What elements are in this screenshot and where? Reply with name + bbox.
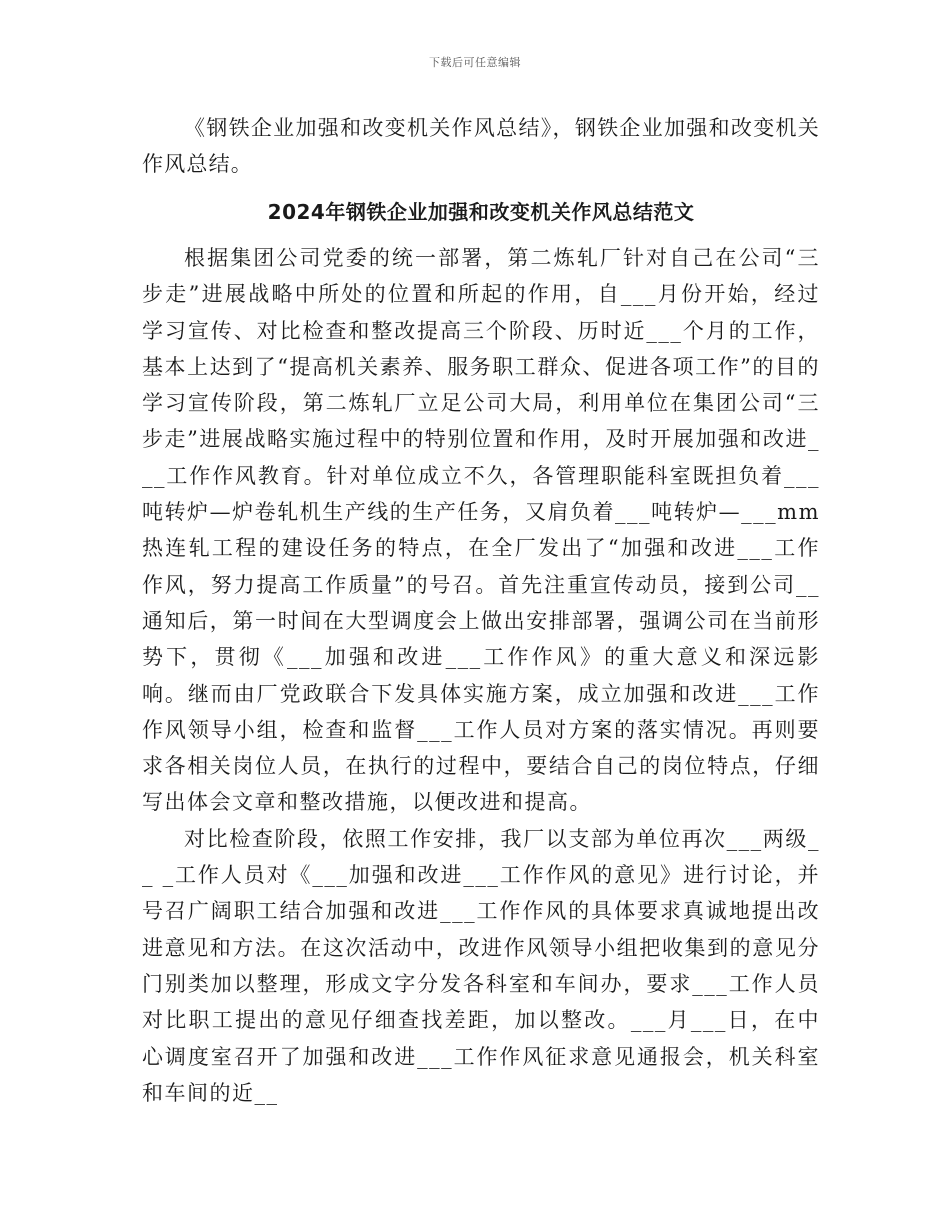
header-note: 下载后可任意编辑: [429, 56, 521, 69]
document-body: [142, 110, 820, 1111]
body-paragraph-2: 对比检查阶段，依照工作安排，我厂以支部为单位再次___两级__ _工作人员对《___加强和改进___工作作风的意见》进行讨论，并号召广阔职工结合加强和改进___工作作风的具体要求真诚地提出改进意见和方法。在这次活动中，改进作风领导小组把收集到的意见分门别类加以整理，形成文字分发各科室和车间办，要求___工作人员对比职工提出的意见仔细查找差距，加以整改。___月___日，在中心调度室召开了加强和改进___工作作风征求意见通报会，机关科室和车间的近__: [142, 826, 820, 1105]
document-title: 2024年钢铁企业加强和改变机关作风总结范文: [267, 200, 695, 224]
body-paragraph-1: 根据集团公司党委的统一部署，第二炼轧厂针对自己在公司“三步走”进展战略中所处的位置和所起的作用，自___月份开始，经过学习宣传、对比检查和整改提高三个阶段、历时近___个月的工作，基本上达到了“提高机关素养、服务职工群众、促进各项工作”的目的学习宣传阶段，第二炼轧厂立足公司大局，利用单位在集团公司“三步走”进展战略实施过程中的特别位置和作用，及时开展加强和改进___工作作风教育。针对单位成立不久，各管理职能科室既担负着___吨转炉—炉卷轧机生产线的生产任务，又肩负着___吨转炉—___mm热连轧工程的建设任务的特点，在全厂发出了“加强和改进___工作作风，努力提高工作质量”的号召。首先注重宣传动员，接到公司__通知后，第一时间在大型调度会上做出安排部署，强调公司在当前形势下，贯彻《___加强和改进___工作作风》的重大意义和深远影响。继而由厂党政联合下发具体实施方案，成立加强和改进___工作作风领导小组，检查和监督___工作人员对方案的落实情况。再则要求各相关岗位人员，在执行的过程中，要结合自己的岗位特点，仔细写出体会文章和整改措施，以便改进和提高。: [142, 246, 820, 815]
intro-paragraph: 《钢铁企业加强和改变机关作风总结》，钢铁企业加强和改变机关作风总结。: [142, 116, 820, 176]
